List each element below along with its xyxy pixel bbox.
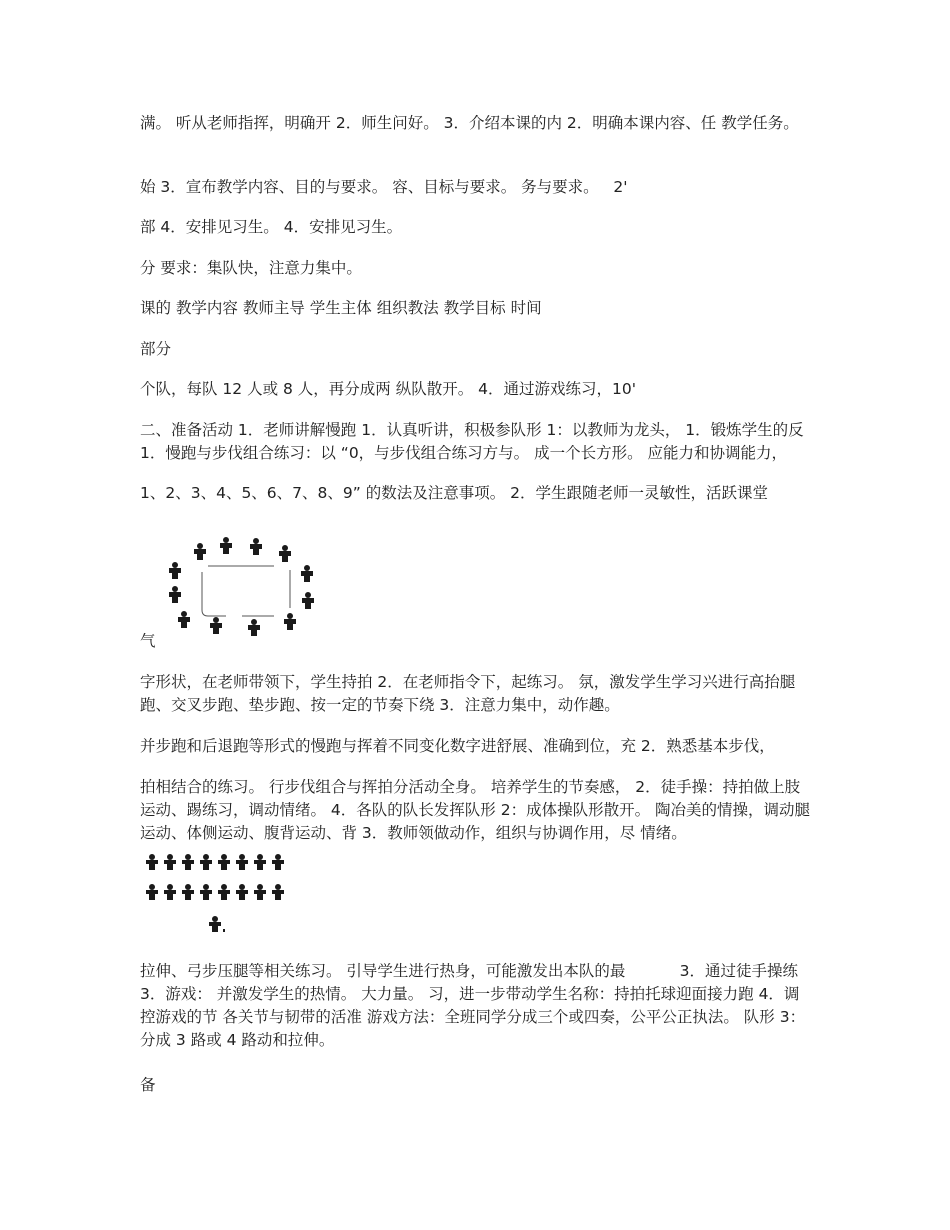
person-icon	[254, 854, 266, 870]
person-icon	[169, 562, 181, 579]
paragraph-9: 1、2、3、4、5、6、7、8、9” 的数法及注意事项。 2．学生跟随老师一灵敏性，活跃课堂	[140, 484, 769, 502]
person-icon	[182, 854, 194, 870]
paragraph-15: 备	[140, 1076, 156, 1094]
formation-2-diagram	[142, 853, 302, 943]
person-icon	[272, 854, 284, 870]
paragraph-7: 个队，每队 12 人或 8 人，再分成两 纵队散开。 4．通过游戏练习，10'	[140, 380, 636, 398]
paragraph-8: 二、准备活动 1．老师讲解慢跑 1．认真听讲，积极参队形 1：以教师为龙头， 1．锻炼学生的反 1．慢跑与步伐组合练习：以 “0，与步伐组合练习方与。 成一个长方形。 应能力和协调能力，	[140, 421, 804, 462]
person-icon	[248, 619, 260, 636]
person-icon	[200, 884, 212, 900]
formation-row-1	[146, 854, 284, 870]
paragraph-11: 字形状，在老师带领下，学生持拍 2．在老师指令下，起练习。 氛，激发学生学习兴进行高抬腿跑、交叉步跑、垫步跑、按一定的节奏下绕 3．注意力集中，动作趣。	[140, 673, 796, 714]
paragraph-5: 课的 教学内容 教师主导 学生主体 组织教法 教学目标 时间	[140, 299, 542, 317]
formation-rectangle	[202, 566, 290, 616]
person-icon	[218, 884, 230, 900]
paragraph-12: 并步跑和后退跑等形式的慢跑与挥着不同变化数字进舒展、准确到位，充 2．熟悉基本步伐，	[140, 737, 775, 755]
person-icon	[272, 884, 284, 900]
person-icon	[284, 613, 296, 630]
person-icon	[146, 884, 158, 900]
formation-2-figure	[142, 853, 302, 943]
person-icon	[302, 592, 314, 609]
person-icon	[182, 884, 194, 900]
person-icon	[210, 617, 222, 634]
paragraph-14: 拉伸、弓步压腿等相关练习。 引导学生进行热身，可能激发出本队的最 3．通过徒手操练 3．游戏： 并激发学生的热情。 大力量。 习，进一步带动学生名称：持拍托球迎面接力跑 4．调控游戏的节 各关节与韧带的活准 游戏方法：全班同学分成三个或四奏，公平公正执法。 队形 3：分成 3 路或 4 路动和拉伸。	[140, 962, 806, 1049]
formation-row-2	[146, 884, 284, 900]
person-icon	[164, 884, 176, 900]
person-icon	[178, 611, 190, 628]
person-icon	[254, 884, 266, 900]
person-icon	[301, 565, 313, 582]
person-icon	[218, 854, 230, 870]
paragraph-13: 拍相结合的练习。 行步伐组合与挥拍分活动全身。 培养学生的节奏感， 2．徒手操：持拍做上肢运动、踢练习，调动情绪。 4．各队的队长发挥队形 2：成体操队形散开。 陶冶美的情操，调动腿运动、体侧运动、腹背运动、背 3．教师领做动作，组织与协调作用，尽 情绪。	[140, 778, 811, 842]
person-icon	[209, 916, 225, 932]
person-icon	[169, 586, 181, 603]
paragraph-4: 分 要求：集队快，注意力集中。	[140, 259, 362, 277]
paragraph-2: 始 3．宣布教学内容、目的与要求。 容、目标与要求。 务与要求。 2'	[140, 178, 628, 196]
person-icon	[236, 884, 248, 900]
person-icon	[250, 538, 262, 555]
paragraph-10: 气	[140, 632, 156, 650]
person-icon	[164, 854, 176, 870]
person-icon	[220, 537, 232, 554]
person-icon	[200, 854, 212, 870]
person-icon	[194, 543, 206, 560]
person-icon	[146, 854, 158, 870]
paragraph-3: 部 4．安排见习生。 4．安排见习生。	[140, 218, 403, 236]
formation-1-diagram	[162, 534, 322, 644]
formation-1-figure	[162, 534, 322, 644]
paragraph-6: 部分	[140, 340, 172, 358]
person-icon	[279, 545, 291, 562]
person-icon	[236, 854, 248, 870]
paragraph-1: 满。 听从老师指挥，明确开 2．师生问好。 3．介绍本课的内 2．明确本课内容、任 教学任务。	[140, 114, 799, 132]
